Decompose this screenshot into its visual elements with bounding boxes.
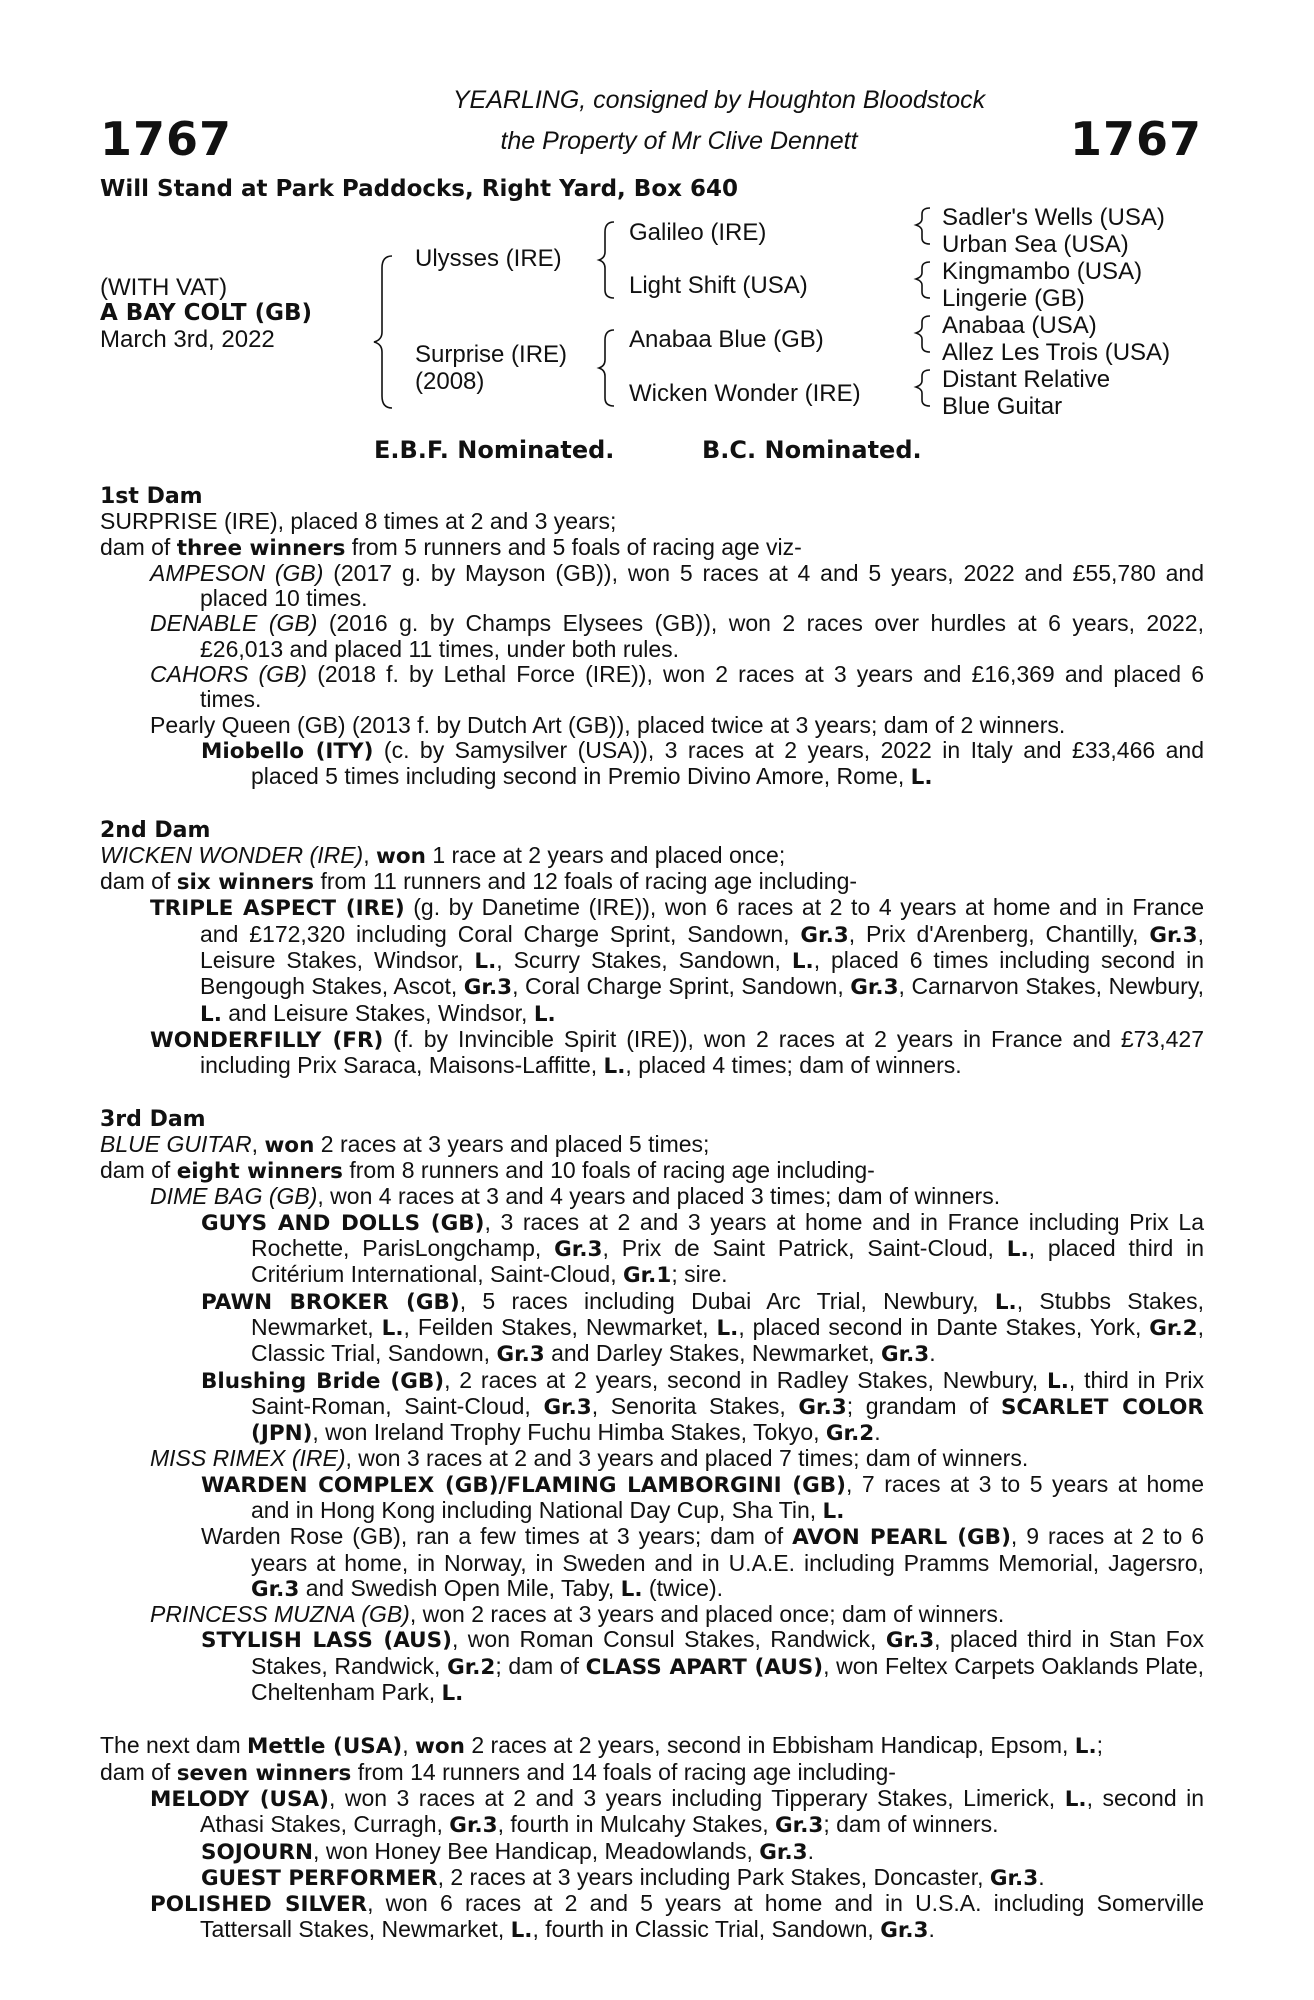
dam-section: [100, 1107, 1204, 1707]
bold-text: L.: [822, 1498, 845, 1524]
text-run: , won 3 races at 2 and 3 years including Tipperary Stakes, Limerick,: [328, 1784, 1065, 1811]
bold-text: PAWN BROKER (GB): [201, 1289, 460, 1315]
text-run: ,: [402, 1732, 416, 1759]
bold-text: Blushing Bride (GB): [201, 1368, 445, 1394]
bold-text: L.: [1006, 1237, 1029, 1263]
text-run: SURPRISE (IRE), placed 8 times at 2 and 3 years;: [100, 508, 617, 535]
text-run: from 5 runners and 5 foals of racing age viz-: [345, 533, 802, 560]
dam-section: [100, 484, 1204, 791]
text-run: , Leisure Stakes, Windsor,: [200, 920, 1205, 974]
text-run: and Darley Stakes, Newmarket,: [544, 1340, 881, 1367]
text-run: , placed third in Critérium International, Saint-Cloud,: [251, 1235, 1204, 1288]
pedigree-entry: [100, 561, 1204, 612]
bold-text: Gr.3: [850, 975, 899, 1001]
text-run: , 7 races at 3 to 5 years at home and in Hong Kong including National Day Cup, Sha Tin,: [251, 1470, 1205, 1523]
pedigree-entry: [100, 1210, 1204, 1289]
pedigree-entry: [100, 1132, 1204, 1158]
bold-text: Gr.2: [825, 1421, 875, 1447]
bc-nomination: B.C. Nominated.: [702, 436, 922, 464]
sire-dam: Light Shift (USA): [629, 272, 808, 299]
pedigree-entry: [100, 1524, 1204, 1602]
text-run: , won Feltex Carpets Oaklands Plate, Cheltenham Park,: [251, 1652, 1204, 1706]
great-grandparent: Sadler's Wells (USA): [942, 204, 1165, 231]
bold-text: won: [264, 1132, 315, 1158]
bold-text: Gr.3: [880, 1918, 929, 1944]
text-run: .: [874, 1419, 881, 1446]
text-run: .: [929, 1340, 936, 1367]
text-run: .: [1038, 1863, 1045, 1890]
text-run: , 5 races including Dubai Arc Trial, Newbury,: [459, 1287, 995, 1314]
bold-text: L.: [620, 1576, 643, 1602]
text-run: (2017 g. by Mayson (GB)), won 5 races at 4 and 5 years, 2022 and £55,780 and placed 10 times.: [200, 559, 1204, 612]
text-run: dam of: [100, 868, 177, 895]
bold-text: STYLISH LASS (AUS): [201, 1628, 452, 1654]
text-run: .: [807, 1837, 814, 1864]
lot-number-right: 1767: [1069, 112, 1202, 166]
text-run: and Leisure Stakes, Windsor,: [221, 999, 534, 1026]
bold-text: L.: [533, 1001, 556, 1027]
text-run: 2 races at 2 years, second in Ebbisham Handicap, Epsom,: [464, 1732, 1075, 1759]
text-run: , 2 races at 2 years, second in Radley Stakes, Newbury,: [444, 1366, 1047, 1393]
dam-dam: Wicken Wonder (IRE): [629, 380, 861, 407]
text-run: (g. by Danetime (IRE)), won 6 races at 2 to 4 years at home and in France and £172,320 including Coral Charge Sprint, Sandown,: [200, 894, 1204, 947]
bold-text: eight winners: [176, 1159, 343, 1185]
great-grandparent: Blue Guitar: [942, 393, 1063, 420]
bold-text: Mettle (USA): [247, 1734, 403, 1760]
pedigree-entry: [100, 1027, 1204, 1080]
text-run: , Prix de Saint Patrick, Saint-Cloud,: [602, 1235, 1007, 1262]
great-grandparent: Anabaa (USA): [942, 312, 1097, 339]
text-run: , fourth in Classic Trial, Sandown,: [532, 1916, 881, 1943]
text-run: ,: [363, 841, 376, 868]
text-run: (2016 g. by Champs Elysees (GB)), won 2 races over hurdles at 6 years, 2022, £26,013 and placed 11 times, under both rules.: [200, 610, 1204, 662]
great-grandparent: Urban Sea (USA): [942, 231, 1129, 258]
italic-text: WICKEN WONDER (IRE): [100, 841, 364, 868]
text-run: dam of: [100, 1758, 177, 1785]
great-grandparent: Kingmambo (USA): [942, 258, 1143, 285]
pedigree-entry: [100, 1289, 1204, 1368]
pedigree-entry: [100, 1733, 1204, 1759]
text-run: , third in Prix Saint-Roman, Saint-Cloud,: [251, 1366, 1204, 1419]
bold-text: L.: [510, 1918, 533, 1944]
ebf-nomination: E.B.F. Nominated.: [374, 436, 615, 464]
stand-location: Will Stand at Park Paddocks, Right Yard, Box 640: [100, 176, 738, 202]
bold-text: Miobello (ITY): [201, 738, 374, 764]
text-run: dam of: [100, 1157, 177, 1184]
great-grandparent: Lingerie (GB): [942, 285, 1085, 312]
consignor-line: YEARLING, consigned by Houghton Bloodstock: [452, 86, 986, 114]
bold-text: Gr.3: [554, 1237, 603, 1263]
bold-text: L.: [1047, 1368, 1069, 1394]
bold-text: GUEST PERFORMER: [201, 1865, 438, 1891]
bold-text: Gr.3: [775, 1813, 824, 1839]
brace-main: [374, 256, 392, 408]
bold-text: GUYS AND DOLLS (GB): [201, 1210, 485, 1236]
text-run: (twice).: [642, 1574, 724, 1601]
bold-text: L.: [603, 1054, 626, 1080]
pedigree-entry: [100, 535, 1204, 561]
bold-text: SOJOURN: [201, 1839, 314, 1865]
bold-text: Gr.3: [989, 1865, 1039, 1891]
brace-dam: [599, 330, 614, 406]
text-run: (2018 f. by Lethal Force (IRE)), won 2 races at 3 years and £16,369 and placed 6 times.: [200, 661, 1205, 713]
text-run: from 8 runners and 10 foals of racing age including-: [342, 1157, 875, 1184]
bold-text: Gr.3: [759, 1839, 808, 1865]
text-run: ; dam of: [495, 1652, 586, 1679]
text-run: , 2 races at 3 years including Park Stakes, Doncaster,: [437, 1863, 990, 1890]
bold-text: Gr.1: [623, 1263, 672, 1289]
section-heading: 3rd Dam: [100, 1106, 206, 1132]
text-run: , won 4 races at 3 and 4 years and placed 3 times; dam of winners.: [317, 1183, 1001, 1210]
text-run: from 14 runners and 14 foals of racing age including-: [351, 1758, 896, 1785]
section-heading: 2nd Dam: [100, 817, 211, 843]
bold-text: Gr.3: [880, 1342, 930, 1368]
brace-gg-1: [916, 208, 930, 244]
text-run: , Classic Trial, Sandown,: [251, 1313, 1204, 1367]
bold-text: L.: [1074, 1734, 1097, 1760]
bold-text: L.: [791, 949, 814, 975]
foaling-date: March 3rd, 2022: [100, 326, 275, 353]
horse-name: A BAY COLT (GB): [100, 300, 313, 326]
bold-text: Gr.3: [251, 1576, 300, 1602]
pedigree-entry: [100, 1446, 1204, 1471]
text-run: , placed third in Stan Fox Stakes, Randwick,: [251, 1626, 1204, 1679]
text-run: , 3 races at 2 and 3 years at home and in France including Prix La Rochette, ParisLongchamp,: [251, 1208, 1204, 1262]
bold-text: AVON PEARL (GB): [792, 1525, 1011, 1551]
pedigree-entry: [100, 713, 1204, 738]
pedigree-entry: [100, 509, 1204, 534]
pedigree-entry: [100, 1472, 1204, 1525]
bold-text: seven winners: [176, 1760, 352, 1786]
text-run: The next dam: [100, 1732, 248, 1759]
text-run: ; dam of winners.: [823, 1811, 999, 1838]
dam: Surprise (IRE): [415, 341, 568, 368]
text-run: , Coral Charge Sprint, Sandown,: [512, 973, 851, 1000]
text-run: , Carnarvon Stakes, Newbury,: [898, 973, 1205, 1000]
pedigree-braces: [0, 0, 1314, 460]
brace-gg-4: [916, 370, 930, 406]
italic-text: PRINCESS MUZNA (GB): [150, 1601, 410, 1628]
bold-text: won: [415, 1734, 465, 1760]
text-run: , placed 4 times; dam of winners.: [625, 1052, 962, 1079]
brace-sire: [599, 222, 614, 298]
text-run: , placed 6 times including second in Bengough Stakes, Ascot,: [200, 947, 1204, 1000]
text-run: , Feilden Stakes, Newmarket,: [403, 1313, 717, 1340]
pedigree-entry: [100, 1627, 1204, 1706]
sire: Ulysses (IRE): [415, 245, 562, 272]
text-run: , Scurry Stakes, Sandown,: [496, 947, 792, 974]
pedigree-entry: [100, 1865, 1204, 1891]
pedigree-entry: [100, 869, 1204, 895]
text-run: ; grandam of: [846, 1392, 1001, 1419]
bold-text: won: [376, 843, 426, 869]
pedigree-entry: [100, 1839, 1204, 1865]
text-run: , 9 races at 2 to 6 years at home, in Norway, in Sweden and in U.A.E. including Pramms Memorial, Jagersro,: [251, 1523, 1204, 1576]
pedigree-entry: [100, 611, 1204, 662]
bold-text: L.: [910, 765, 933, 791]
text-run: , won 2 races at 3 years and placed once; dam of winners.: [409, 1601, 1005, 1628]
bold-text: L.: [441, 1681, 464, 1707]
italic-text: BLUE GUITAR: [100, 1130, 252, 1157]
text-run: ; sire.: [671, 1261, 728, 1288]
vat-note: (WITH VAT): [100, 274, 228, 301]
italic-text: AMPESON (GB): [150, 559, 324, 586]
bold-text: WONDERFILLY (FR): [150, 1027, 384, 1053]
bold-text: Gr.2: [1149, 1315, 1198, 1341]
bold-text: six winners: [176, 870, 315, 896]
section-heading: 1st Dam: [100, 484, 203, 509]
text-run: , won Ireland Trophy Fuchu Himba Stakes, Tokyo,: [312, 1419, 826, 1446]
brace-gg-3: [916, 316, 930, 352]
bold-text: Gr.3: [798, 1394, 847, 1420]
bold-text: Gr.3: [496, 1342, 545, 1368]
family-notes: [100, 484, 1204, 1944]
text-run: from 11 runners and 12 foals of racing age including-: [314, 868, 858, 895]
property-line: the Property of Mr Clive Dennett: [500, 127, 858, 155]
great-grandparent: Distant Relative: [942, 366, 1111, 393]
text-run: .: [928, 1916, 935, 1943]
text-run: , won 6 races at 2 and 5 years at home and in U.S.A. including Somerville Tattersall Stakes, Newmarket,: [200, 1890, 1204, 1943]
dam-year: (2008): [415, 368, 485, 395]
bold-text: L.: [1064, 1786, 1087, 1812]
bold-text: L.: [200, 1001, 222, 1027]
sire-sire: Galileo (IRE): [629, 219, 767, 246]
pedigree-entry: [100, 1184, 1204, 1209]
pedigree-entry: [100, 662, 1204, 713]
pedigree-entry: [100, 1158, 1204, 1184]
bold-text: Gr.3: [1149, 922, 1198, 948]
text-run: , Senorita Stakes,: [591, 1392, 799, 1419]
bold-text: TRIPLE ASPECT (IRE): [150, 896, 405, 922]
bold-text: L.: [994, 1289, 1017, 1315]
text-run: , Prix d'Arenberg, Chantilly,: [848, 920, 1150, 947]
text-run: 1 race at 2 years and placed once;: [425, 841, 786, 868]
pedigree-entry: [100, 1786, 1204, 1839]
text-run: , Stubbs Stakes, Newmarket,: [251, 1287, 1205, 1340]
bold-text: POLISHED SILVER: [150, 1892, 368, 1918]
bold-text: L.: [381, 1315, 404, 1341]
pedigree-entry: [100, 895, 1204, 1026]
bold-text: three winners: [176, 535, 346, 561]
italic-text: DENABLE (GB): [150, 610, 318, 637]
italic-text: DIME BAG (GB): [150, 1183, 318, 1210]
bold-text: CLASS APART (AUS): [585, 1654, 824, 1680]
bold-text: L.: [716, 1315, 739, 1341]
lot-number-left: 1767: [100, 112, 233, 166]
dam-sire: Anabaa Blue (GB): [629, 326, 824, 353]
text-run: dam of: [100, 533, 177, 560]
bold-text: Gr.3: [800, 922, 849, 948]
bold-text: SCARLET COLOR (JPN): [251, 1394, 1204, 1447]
dam-section: [100, 1733, 1204, 1943]
text-run: (f. by Invincible Spirit (IRE)), won 2 races at 2 years in France and £73,427 including Prix Saraca, Maisons-Laffitte,: [200, 1025, 1204, 1079]
pedigree-entry: [100, 1602, 1204, 1627]
text-run: , placed second in Dante Stakes, York,: [738, 1313, 1150, 1340]
pedigree-entry: [100, 1760, 1204, 1786]
pedigree-entry: [100, 738, 1204, 791]
text-run: and Swedish Open Mile, Taby,: [299, 1574, 621, 1601]
dam-section: [100, 818, 1204, 1080]
italic-text: MISS RIMEX (IRE): [150, 1445, 346, 1472]
text-run: ;: [1096, 1732, 1104, 1759]
pedigree-entry: [100, 1368, 1204, 1447]
bold-text: L.: [474, 949, 497, 975]
text-run: , second in Athasi Stakes, Curragh,: [200, 1784, 1204, 1838]
text-run: , won Honey Bee Handicap, Meadowlands,: [313, 1837, 760, 1864]
bold-text: MELODY (USA): [150, 1786, 329, 1812]
bold-text: Gr.2: [447, 1654, 496, 1680]
text-run: ,: [251, 1130, 265, 1157]
text-run: , won Roman Consul Stakes, Randwick,: [451, 1626, 886, 1653]
bold-text: Gr.3: [463, 975, 513, 1001]
text-run: (c. by Samysilver (USA)), 3 races at 2 years, 2022 in Italy and £33,466 and placed 5 times including second in Premio Divino Amore, Rome,: [251, 736, 1204, 790]
italic-text: CAHORS (GB): [150, 661, 308, 688]
pedigree-entry: [100, 1891, 1204, 1944]
bold-text: Gr.3: [449, 1813, 498, 1839]
bold-text: WARDEN COMPLEX (GB)/FLAMING LAMBORGINI (GB): [201, 1472, 846, 1498]
pedigree-entry: [100, 843, 1204, 869]
text-run: Warden Rose (GB), ran a few times at 3 years; dam of: [201, 1523, 793, 1550]
text-run: Pearly Queen (GB) (2013 f. by Dutch Art (GB)), placed twice at 3 years; dam of 2 winners.: [150, 711, 1066, 738]
text-run: , won 3 races at 2 and 3 years and placed 7 times; dam of winners.: [345, 1445, 1029, 1472]
great-grandparent: Allez Les Trois (USA): [942, 339, 1171, 366]
brace-gg-2: [916, 262, 930, 298]
bold-text: Gr.3: [885, 1628, 935, 1654]
text-run: 2 races at 3 years and placed 5 times;: [314, 1130, 710, 1157]
text-run: , fourth in Mulcahy Stakes,: [497, 1811, 776, 1838]
bold-text: Gr.3: [543, 1394, 592, 1420]
